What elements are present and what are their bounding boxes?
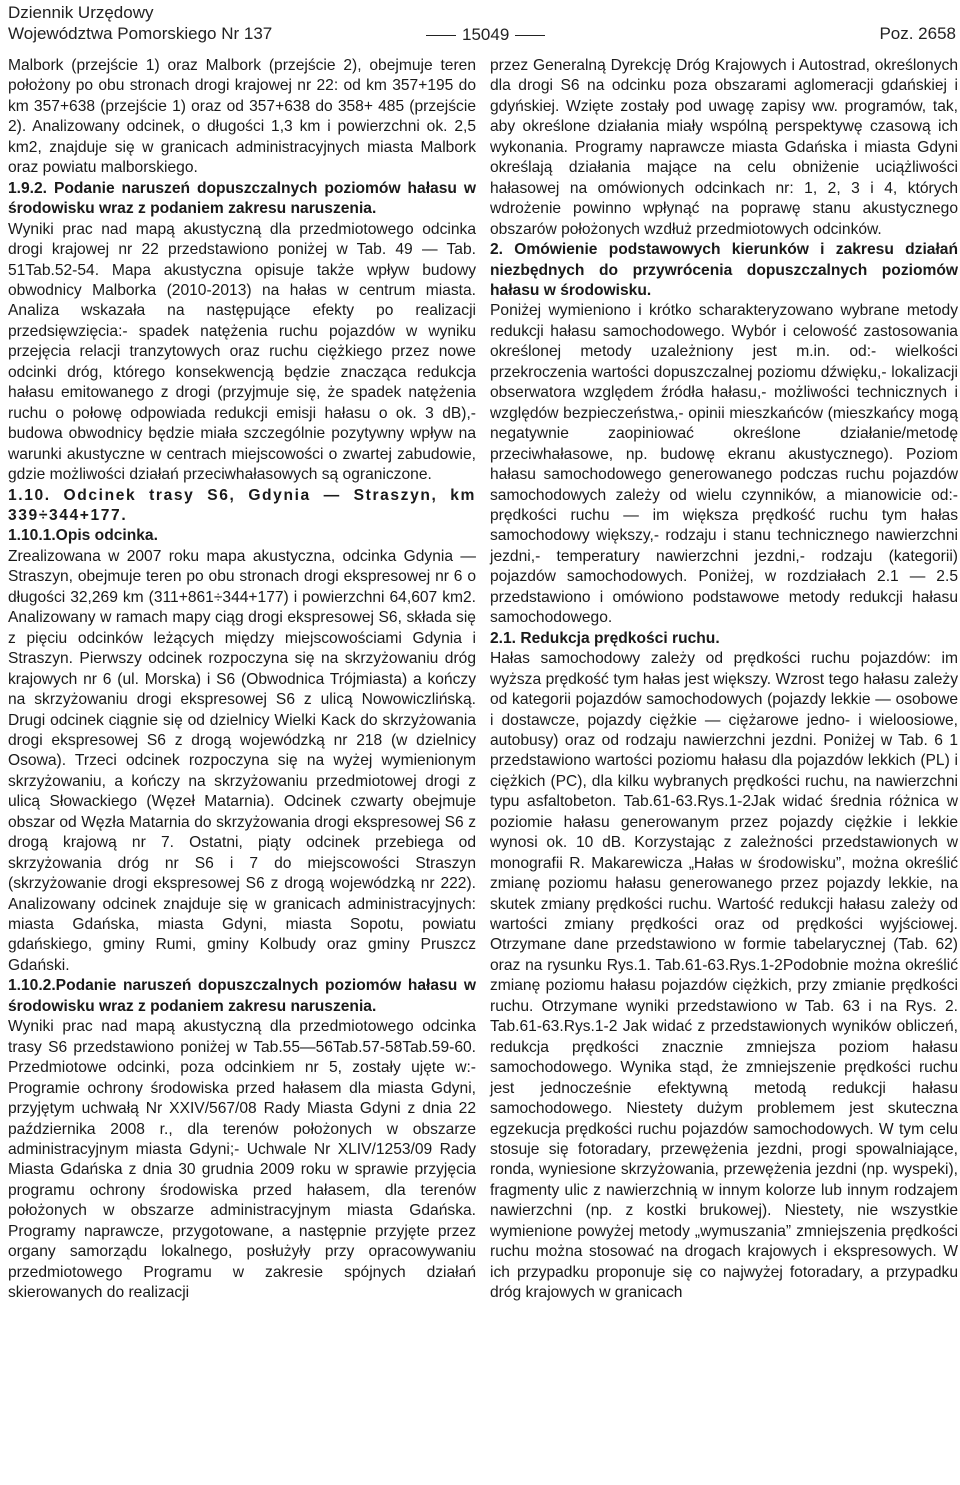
paragraph: Hałas samochodowy zależy od prędkości ruchu pojazdów: im wyższa prędkość tym hałas jest większy. Wzrost tego hałasu zależy od kategorii pojazdów samochodowych (pojazdy lekkie — osobowe i dostawcze, pojazdy ciężkie — ciężarowe jedno- i wieloosiowe, autobusy) oraz od rodzaju nawierzchni jezdni. Poniżej w Tab. 6 1 przedstawiono wartości poziomu hałasu dla pojazdów lekkich (PL) i ciężkich (PC), dla kilku wybranych prędkości ruchu, na nawierzchni typu asfaltobeton. Tab.61-63.Rys.1-2Jak widać średnia różnica w poziomie hałasu generowanym przez pojazdy ciężkie i lekkie wynosi ok. 10 dB. Korzystając z zależności przedstawionych w monografii R. Makarewicza „Hałas w środowisku”, można określić zmianę poziomu hałasu generowanego przez pojazdy lekkie, na skutek zmiany prędkości ruchu. Wartość redukcji hałasu zależy od wartości zmiany prędkości oraz od prędkości wyjściowej. Otrzymane dane przedstawiono w formie tabelarycznej (Tab. 62) oraz na rysunku Rys.1. Tab.61-63.Rys.1-2Podobnie można określić zmianę poziomu hałasu pojazdów ciężkich, przy zmianie prędkości ruchu. Otrzymane wyniki przedstawiono w Tab. 63 i na Rys. 2. Tab.61-63.Rys.1-2 Jak widać z przedstawionych wyników obliczeń, redukcja prędkości znacznie zmniejsza poziom hałasu samochodowego. Wynika stąd, że zmniejszenie prędkości ruchu jest jednocześnie efektywną metodą redukcji hałasu samochodowego. Niestety dużym problemem jest skuteczna egzekucja prędkości ruchu pojazdów samochodowych. W tym celu stosuje się fotoradary, przewężenia jezdni, progi spowalniające, ronda, wyniesione skrzyżowania, przewężenia jezdni (np. wyspeki), fragmenty ulic z nawierzchnią w innym kolorze lub innym rodzajem nawierzchni (np. z kostki brukowej). Niestety, nie wszystkie wymienione powyżej metody „wymuszania” zmniejszenia prędkości ruchu można stosować na drogach krajowych i ekspresowych. W ich przypadku proponuje się co najwyżej fotoradary, a przypadku dróg krajowych w granicach <box>490 650 958 1302</box>
section-heading-1-10-1: 1.10.1.Opis odcinka. <box>8 527 158 545</box>
section-heading-2: 2. Omówienie podstawowych kierunków i zakresu działań niezbędnych do przywrócenia dopuszczalnych poziomów hałasu w środowisku. <box>490 241 958 299</box>
paragraph: Poniżej wymieniono i krótko scharakteryzowano wybrane metody redukcji hałasu samochodowego. Wybór i celowość zastosowania określonej metody uzależniony jest m.in. od:- wielkości przekroczenia wartości dopuszczalnej poziomu dźwięku,- lokalizacji obserwatora względem źródła hałasu,- możliwości technicznych i względów bezpieczeństwa,- opinii mieszkańców (mieszkańcy mogą negatywnie zaopiniować określone działanie/metodę przeciwhałasowe, np. budowę ekranu akustycznego). Poziom hałasu samochodowego generowanego podczas ruchu pojazdów samochodowych zależy od wielu czynników, a mianowicie od:- prędkości ruchu — im większa prędkość ruchu tym hałas samochodowy większy,- rodzaju i stanu technicznego nawierzchni jezdni,- temperatury nawierzchni jezdni,- rodzaju (kategorii) pojazdów samochodowych. Poniżej, w rozdziałach 2.1 — 2.5 przedstawiono i omówiono podstawowe metody redukcji hałasu samochodowego. <box>490 302 958 627</box>
paragraph: Wyniki prac nad mapą akustyczną dla przedmiotowego odcinka trasy S6 przedstawiono poniżej w Tab.55—56Tab.57-58Tab.59-60. Przedmiotowe odcinki, poza odcinkiem nr 5, zostały ujęte w:- Programie ochrony środowiska przed hałasem dla miasta Gdyni, przyjętym uchwałą Nr XXIV/567/08 Rady Miasta Gdyni z dnia 22 października 2008 r., dla terenów położonych w obszarze administracyjnym miasta Gdyni;- Uchwale Nr XLIV/1253/09 Rady Miasta Gdańska z dnia 30 grudnia 2009 roku w sprawie przyjęcia programu ochrony środowiska przed hałasem, dla terenów położonych w obszarze administracyjnym miasta Gdańska. Programy naprawcze, przygotowane, a następnie przyjęte przez organy samorządu lokalnego, posłużyły przy opracowywaniu przedmiotowego Programu w zakresie spójnych działań skierowanych do realizacji <box>8 1018 476 1302</box>
section-heading-1-9-2: 1.9.2. Podanie naruszeń dopuszczalnych poziomów hałasu w środowisku wraz z podaniem zakresu naruszenia. <box>8 179 476 218</box>
paragraph: przez Generalną Dyrekcję Dróg Krajowych i Autostrad, określonych dla drogi S6 na odcinku poza obszarami aglomeracji gdańskiej i gdyńskiej. Wzięte zostały pod uwagę zapisy ww. programów, tak, aby określone działania miały wspólną perspektywę czasową ich wykonania. Programy naprawcze miasta Gdańska i miasta Gdyni określają działania mające na celu obniżenie uciążliwości hałasowej na omówionych odcinkach nr: 1, 2, 3 i 4, których wdrożenie powinno wpłynąć na poprawę stanu akustycznego obszarów położonych wzdłuż przedmiotowych odcinków. <box>490 57 958 238</box>
right-column <box>490 56 958 1304</box>
paragraph: Zrealizowana w 2007 roku mapa akustyczna, odcinka Gdynia —Straszyn, obejmuje teren po obu stronach drogi ekspresowej nr 6 o długości 32,269 km (311+861÷344+177) i powierzchni 64,607 km2. Analizowany w ramach mapy ciąg drogi ekspresowej S6, składa się z pięciu odcinków leżących między miejscowościami Gdynia i Straszyn. Pierwszy odcinek rozpoczyna się na skrzyżowaniu dróg krajowych nr 6 (ul. Morska) i S6 (Obwodnica Trójmiasta) a kończy na skrzyżowaniu drogi ekspresowej S6 z ulicą Nowowiczlińską. Drugi odcinek ciągnie się od dzielnicy Wielki Kack do skrzyżowania drogi ekspresowej S6 z drogą wojewódzką nr 218 (w dzielnicy Osowa). Trzeci odcinek rozpoczyna się na wyżej wymienionym skrzyżowaniu, a kończy na skrzyżowaniu przedmiotowej drogi z ulicą Słowackiego (Węzeł Matarnia). Odcinek czwarty obejmuje obszar od Węzła Matarnia do skrzyżowania drogi ekspresowej S6 z drogą krajową nr 7. Ostatni, piąty odcinek przebiega od skrzyżowania dróg nr S6 i 7 do miejscowości Straszyn (skrzyżowanie drogi ekspresowej S6 z drogą wojewódzką nr 222). Analizowany odcinek znajduje się w granicach administracyjnych: miasta Gdańska, miasta Gdyni, miasta Sopotu, powiatu gdańskiego, gminy Rumi, gminy Kolbudy oraz gminy Pruszcz Gdański. <box>8 547 476 974</box>
page-number-header <box>420 25 551 45</box>
position-number: Poz. 2658 <box>879 24 956 43</box>
journal-title: Dziennik Urzędowy <box>8 3 154 22</box>
journal-header <box>8 2 272 44</box>
section-heading-1-10: 1.10. Odcinek trasy S6, Gdynia — Straszyn, km 339÷344+177. <box>8 486 476 524</box>
section-heading-2-1: 2.1. Redukcja prędkości ruchu. <box>490 629 720 647</box>
left-column <box>8 56 476 1304</box>
page-number: 15049 <box>462 25 510 44</box>
paragraph: Malbork (przejście 1) oraz Malbork (przejście 2), obejmuje teren położony po obu stronach drogi krajowej nr 22: od km 357+195 do km 357+638 (przejście 1) oraz od 357+638 do 358+ 485 (przejście 2). Analizowany odcinek, o długości 1,3 km i powierzchni ok. 2,5 km2, znajduje się w granicach administracyjnych miasta Malbork oraz powiatu malborskiego. <box>8 57 476 177</box>
section-heading-1-10-2: 1.10.2.Podanie naruszeń dopuszczalnych poziomów hałasu w środowisku wraz z podaniem zakresu naruszenia. <box>8 977 476 1015</box>
page-number-dash-right <box>515 35 545 36</box>
journal-issue: Województwa Pomorskiego Nr 137 <box>8 24 273 43</box>
paragraph: Wyniki prac nad mapą akustyczną dla przedmiotowego odcinka drogi krajowej nr 22 przedstawiono poniżej w Tab. 49 — Tab. 51Tab.52-54. Mapa akustyczna opisuje także wpływ budowy obwodnicy Malborka (2010-2013) na hałas w centrum miasta. Analiza wskazała na następujące efekty po realizacji przedsięwzięcia:- spadek natężenia ruchu pojazdów w wyniku przejęcia relacji tranzytowych oraz ruchu ciężkiego przez nowe odcinki dróg, którego konsekwencją będzie znacząca redukcja hałasu emitowanego z drogi (przyjmuje się, że spadek natężenia ruchu o połowę odpowiada redukcji emisji hałasu o ok. 3 dB),- budowa obwodnicy będzie miała szczególnie pozytywny wpływ na warunki akustyczne w centrach miejscowości o zwartej zabudowie, gdzie możliwości działań przeciwhałasowych są ograniczone. <box>8 220 476 484</box>
page-number-dash-left <box>426 35 456 36</box>
